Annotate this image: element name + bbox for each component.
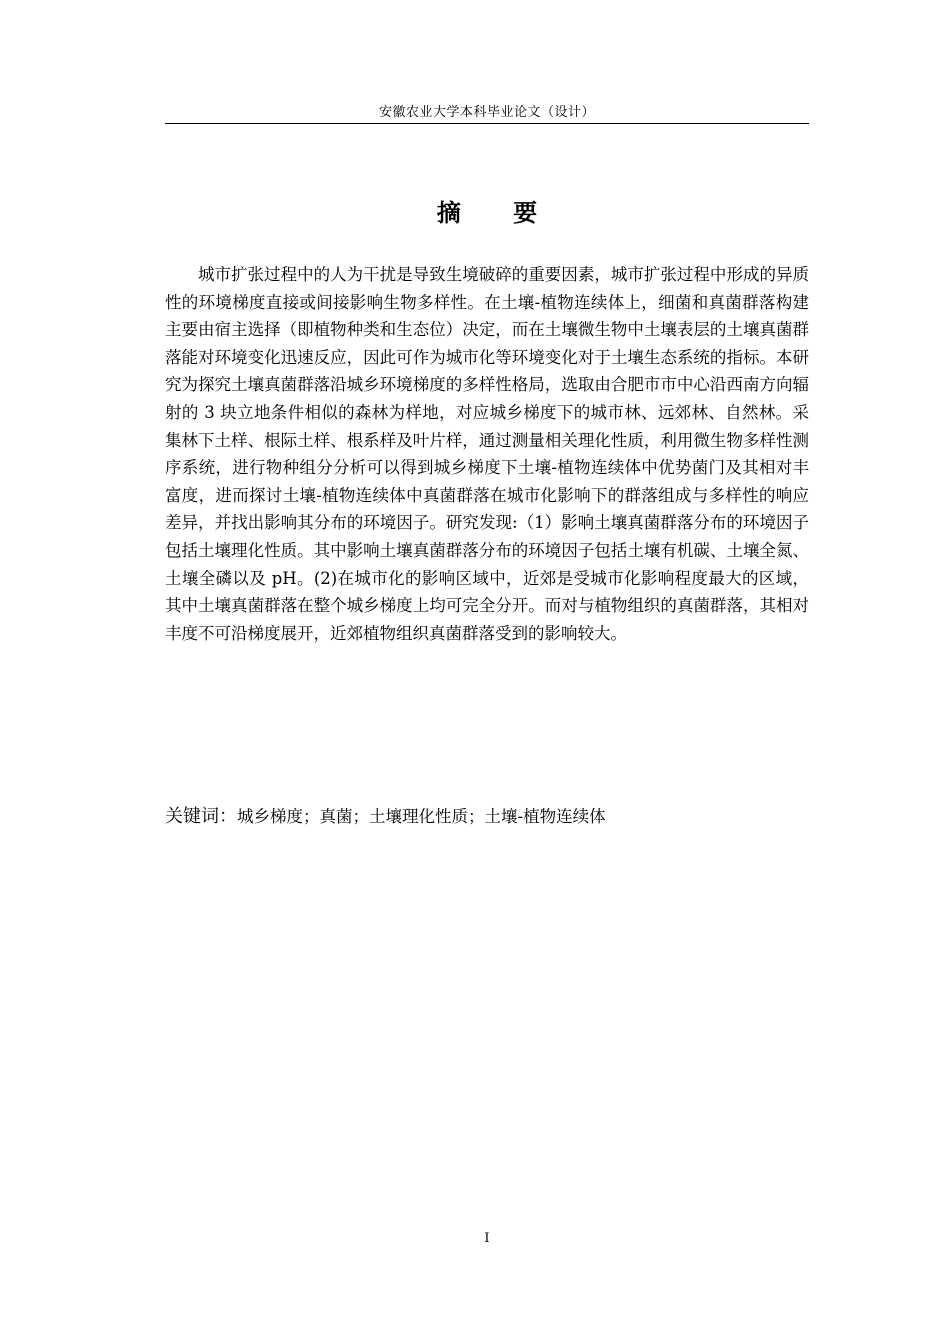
page-header: 安徽农业大学本科毕业论文（设计）: [378, 105, 595, 120]
abstract-title: 摘 要: [436, 199, 560, 227]
keywords-value: 城乡梯度；真菌；土壤理化性质；土壤-植物连续体: [237, 807, 606, 826]
header-rule: [165, 123, 809, 124]
abstract-body: 城市扩张过程中的人为干扰是导致生境破碎的重要因素，城市扩张过程中形成的异质性的环境梯度直接或间接影响生物多样性。在土壤-植物连续体上，细菌和真菌群落构建主要由宿主选择（即植物种类和生态位）决定，而在土壤微生物中土壤表层的土壤真菌群落能对环境变化迅速反应，因此可作为城市化等环境变化对于土壤生态系统的指标。本研究为探究土壤真菌群落沿城乡环境梯度的多样性格局，选取由合肥市市中心沿西南方向辐射的 3 块立地条件相似的森林为样地，对应城乡梯度下的城市林、远郊林、自然林。采集林下土样、根际土样、根系样及叶片样，通过测量相关理化性质，利用微生物多样性测序系统，进行物种组分分析可以得到城乡梯度下土壤-植物连续体中优势菌门及其相对丰富度，进而探讨土壤-植物连续体中真菌群落在城市化影响下的群落组成与多样性的响应差异，并找出影响其分布的环境因子。研究发现:（1）影响土壤真菌群落分布的环境因子包括土壤理化性质。其中影响土壤真菌群落分布的环境因子包括土壤有机碳、土壤全氮、土壤全磷以及 pH。(2)在城市化的影响区域中，近郊是受城市化影响程度最大的区域，其中土壤真菌群落在整个城乡梯度上均可完全分开。而对与植物组织的真菌群落，其相对丰度不可沿梯度展开，近郊植物组织真菌群落受到的影响较大。: [165, 265, 809, 643]
page-number: I: [484, 1231, 490, 1246]
keywords-label: 关键词：: [165, 806, 237, 827]
keywords: [165, 803, 809, 830]
